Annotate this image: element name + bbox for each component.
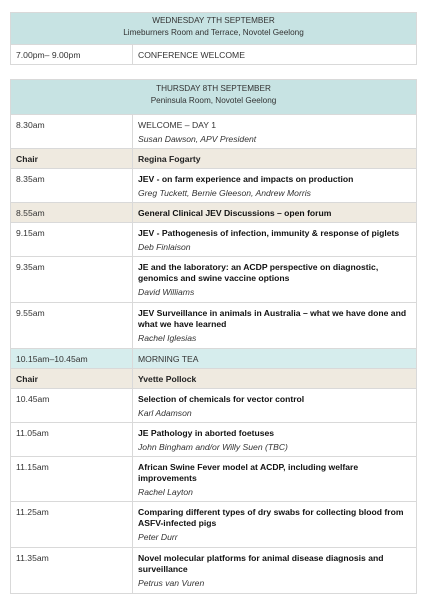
speaker-name: Rachel Iglesias <box>138 333 197 343</box>
row-time: 11.15am <box>11 457 133 502</box>
schedule-row <box>11 257 417 303</box>
speaker-name: David Williams <box>138 287 195 297</box>
break-row <box>11 349 417 369</box>
schedule-row <box>11 457 417 502</box>
session-title: Selection of chemicals for vector control <box>138 394 305 404</box>
chair-row <box>11 369 417 389</box>
row-time: 11.25am <box>11 502 133 548</box>
row-time: 9.55am <box>11 303 133 349</box>
chair-name: Yvette Pollock <box>133 369 417 389</box>
session-title: CONFERENCE WELCOME <box>138 50 245 60</box>
speaker-name: Karl Adamson <box>138 408 192 418</box>
schedule-row <box>11 502 417 548</box>
row-time: 11.05am <box>11 423 133 457</box>
chair-label: Chair <box>11 369 133 389</box>
row-time: 8.30am <box>11 115 133 149</box>
row-time: 9.15am <box>11 223 133 257</box>
speaker-name: John Bingham and/or Willy Suen (TBC) <box>138 442 288 452</box>
session-title: JEV - on farm experience and impacts on production <box>138 174 354 184</box>
session-title: JEV - Pathogenesis of infection, immunity & response of piglets <box>138 228 400 238</box>
session-title: Novel molecular platforms for animal disease diagnosis and surveillance <box>138 553 384 574</box>
row-time: 10.45am <box>11 389 133 423</box>
session-title: JEV Surveillance in animals in Australia – what we have done and what we have learned <box>138 308 407 329</box>
schedule-row <box>11 223 417 257</box>
speaker-name: Susan Dawson, APV President <box>138 134 257 144</box>
chair-row <box>11 149 417 169</box>
session-title: WELCOME – DAY 1 <box>138 120 217 130</box>
session-title: General Clinical JEV Discussions – open forum <box>138 208 332 218</box>
speaker-name: Peter Durr <box>138 532 178 542</box>
schedule-row <box>11 45 417 65</box>
schedule-row <box>11 423 417 457</box>
day-title: WEDNESDAY 7TH SEPTEMBER <box>152 16 275 25</box>
row-time: 10.15am–10.45am <box>11 349 133 369</box>
session-title: African Swine Fever model at ACDP, including welfare improvements <box>138 462 359 483</box>
speaker-name: Greg Tuckett, Bernie Gleeson, Andrew Morris <box>138 188 311 198</box>
schedule-row <box>11 548 417 594</box>
day-header <box>11 80 417 115</box>
session-title: JE and the laboratory: an ACDP perspective on diagnostic, genomics and swine vaccine options <box>138 262 379 283</box>
row-time: 8.55am <box>11 203 133 223</box>
day-title: THURSDAY 8TH SEPTEMBER <box>156 84 271 93</box>
day-header <box>11 13 417 45</box>
schedule-row <box>11 303 417 349</box>
row-time: 9.35am <box>11 257 133 303</box>
row-time: 7.00pm– 9.00pm <box>11 45 133 65</box>
chair-name: Regina Fogarty <box>133 149 417 169</box>
speaker-name: Deb Finlaison <box>138 242 191 252</box>
schedule-row <box>11 115 417 149</box>
day-venue: Peninsula Room, Novotel Geelong <box>150 95 277 105</box>
day-venue: Limeburners Room and Terrace, Novotel Geelong <box>123 27 304 37</box>
row-time: 8.35am <box>11 169 133 203</box>
wednesday-schedule-table <box>10 12 417 65</box>
schedule-row <box>11 389 417 423</box>
schedule-row <box>11 203 417 223</box>
schedule-row <box>11 169 417 203</box>
row-time: 11.35am <box>11 548 133 594</box>
session-title: Comparing different types of dry swabs for collecting blood from ASFV-infected pigs <box>138 507 404 528</box>
thursday-schedule-table <box>10 79 417 594</box>
speaker-name: Petrus van Vuren <box>138 578 205 588</box>
speaker-name: Rachel Layton <box>138 487 193 497</box>
chair-label: Chair <box>11 149 133 169</box>
session-title: JE Pathology in aborted foetuses <box>138 428 275 438</box>
break-title: MORNING TEA <box>138 354 199 364</box>
